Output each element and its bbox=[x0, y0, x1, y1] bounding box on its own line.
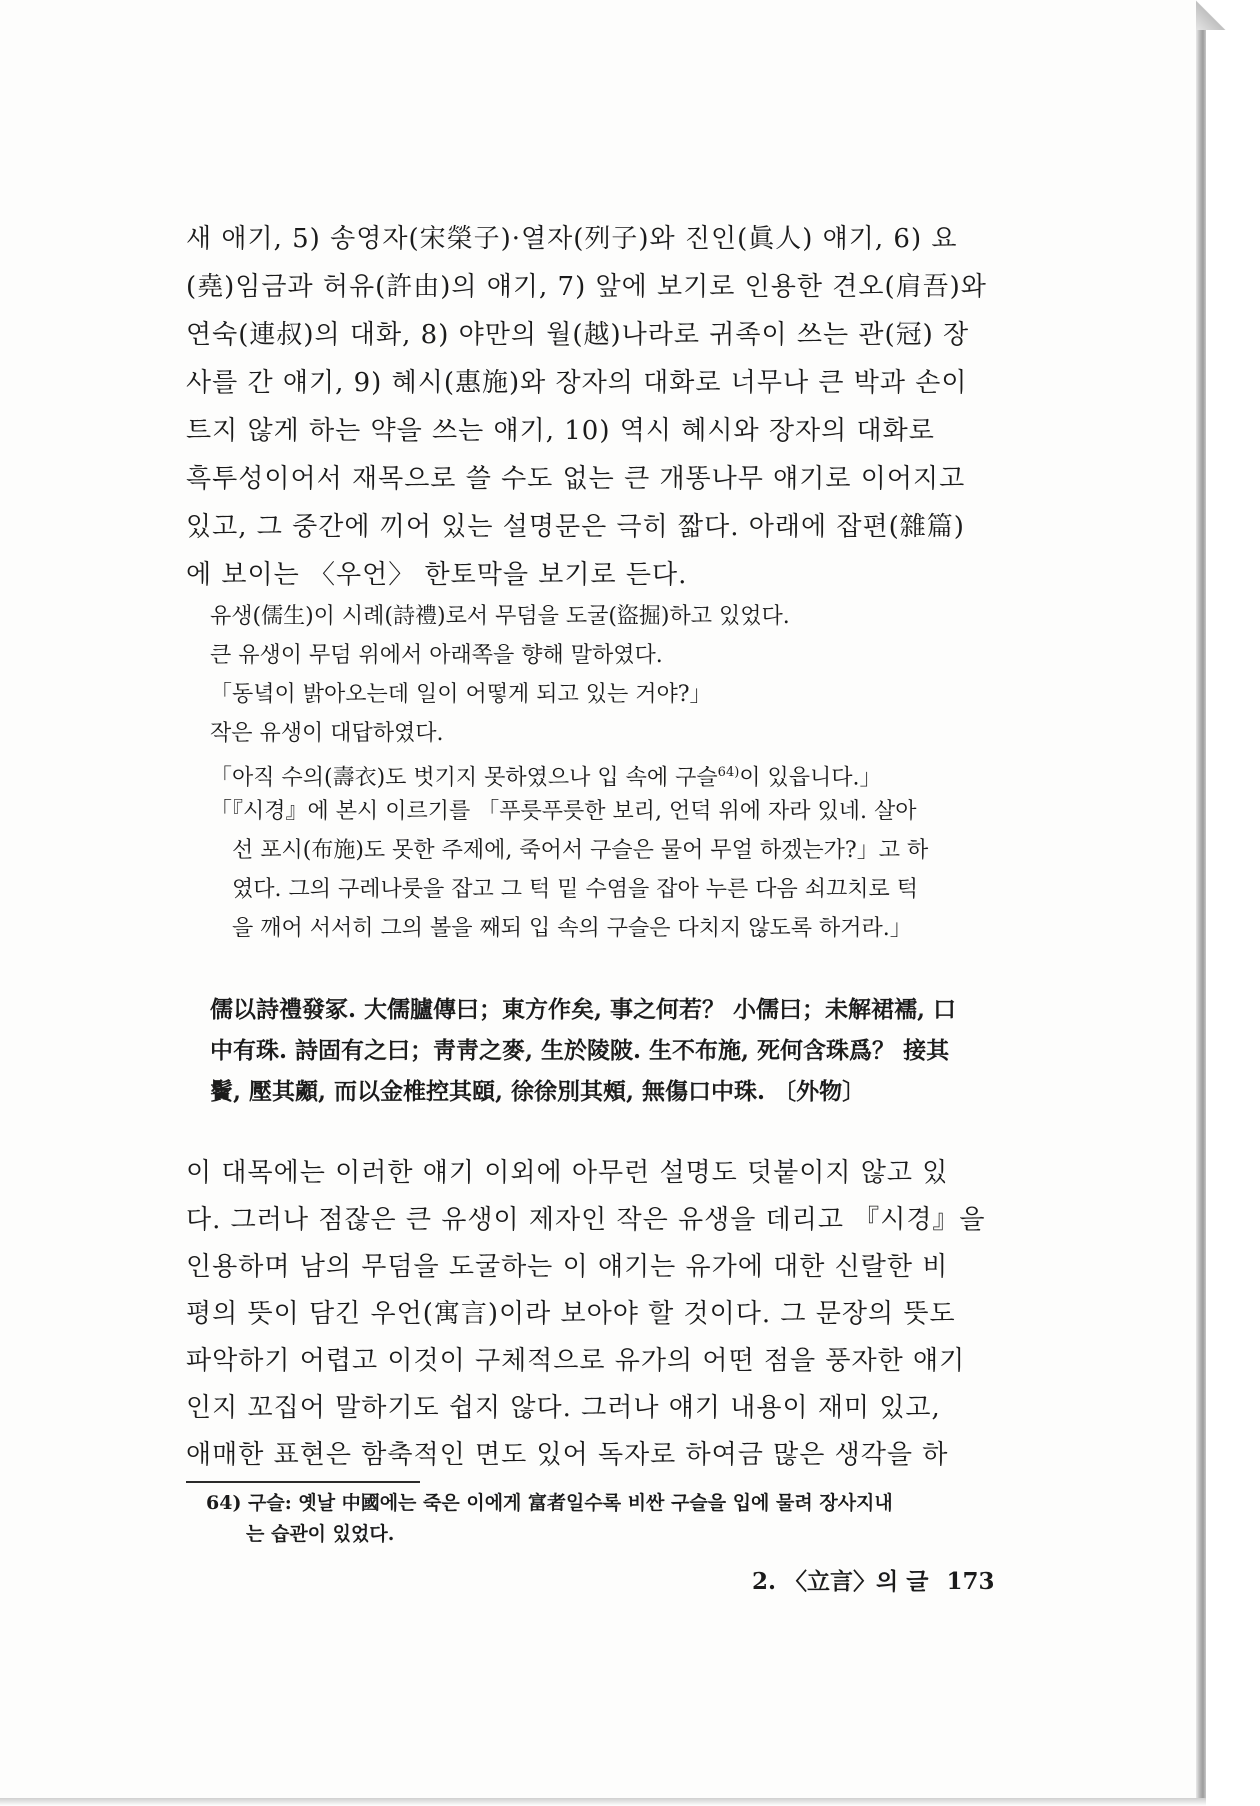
text-line: 인지 꼬집어 말하기도 쉽지 않다. 그러나 얘기 내용이 재미 있고, bbox=[186, 1393, 941, 1423]
hanmun-line: 儒以詩禮發冢. 大儒臚傳曰；東方作矣, 事之何若？ 小儒曰；未解裙襦, 口 bbox=[210, 996, 957, 1023]
footnote-reference: 64) bbox=[717, 765, 740, 780]
page-bottom-shadow bbox=[0, 1798, 1206, 1806]
footnote-separator bbox=[186, 1481, 420, 1483]
text-line: 파악하기 어렵고 이것이 구체적으로 유가의 어떤 점을 풍자한 얘기 bbox=[186, 1346, 966, 1376]
hanmun-line: 鬢, 壓其顪, 而以金椎控其頤, 徐徐別其頰, 無傷口中珠. 〔外物〕 bbox=[210, 1078, 866, 1105]
text-line: 인용하며 남의 무덤을 도굴하는 이 얘기는 유가에 대한 신랄한 비 bbox=[186, 1252, 949, 1282]
quote-line: 「동녘이 밝아오는데 일이 어떻게 되고 있는 거야?」 bbox=[210, 682, 712, 707]
text-line: 사를 간 얘기, 9) 혜시(惠施)와 장자의 대화로 너무나 큰 박과 손이 bbox=[186, 368, 968, 398]
quote-line: 작은 유생이 대답하였다. bbox=[210, 721, 444, 746]
text-line: 이 대목에는 이러한 얘기 이외에 아무런 설명도 덧붙이지 않고 있 bbox=[186, 1158, 949, 1188]
page-edge-shadow bbox=[1196, 0, 1206, 1800]
text-line: 다. 그러나 점잖은 큰 유생이 제자인 작은 유생을 데리고 『시경』을 bbox=[186, 1205, 986, 1235]
quote-line-tail: 이 있읍니다.」 bbox=[739, 765, 882, 791]
quote-line-with-footnote bbox=[210, 753, 1002, 792]
page-number: 173 bbox=[946, 1568, 995, 1595]
quote-line: 을 깨어 서서히 그의 볼을 째되 입 속의 구슬은 다치지 않도록 하거라.」 bbox=[232, 916, 912, 941]
text-line: 에 보이는 〈우언〉 한토막을 보기로 든다. bbox=[186, 560, 688, 590]
text-line: (堯)임금과 허유(許由)의 얘기, 7) 앞에 보기로 인용한 견오(肩吾)와 bbox=[186, 272, 987, 302]
quote-line: 유생(儒生)이 시례(詩禮)로서 무덤을 도굴(盜掘)하고 있었다. bbox=[210, 604, 790, 629]
quote-line: 선 포시(布施)도 못한 주제에, 죽어서 구슬은 물어 무얼 하겠는가?」고 하 bbox=[232, 838, 929, 863]
classical-chinese-quote bbox=[210, 989, 1002, 1112]
text-line: 애매한 표현은 함축적인 면도 있어 독자로 하여금 많은 생각을 하 bbox=[186, 1440, 949, 1470]
text-line: 트지 않게 하는 약을 쓰는 얘기, 10) 역시 혜시와 장자의 대화로 bbox=[186, 416, 935, 446]
footnote-line: 는 습관이 있었다. bbox=[246, 1523, 395, 1545]
quote-line: 「『시경』에 본시 이르기를 「푸릇푸릇한 보리, 언덕 위에 자라 있네. 살아 bbox=[210, 799, 917, 824]
page-corner-fold bbox=[1196, 0, 1226, 30]
footnote-line: 64) 구슬: 옛날 中國에는 죽은 이에게 富者일수록 비싼 구슬을 입에 물려 장사지내 bbox=[206, 1492, 893, 1514]
running-footer bbox=[752, 1565, 1002, 1599]
footnote bbox=[206, 1488, 1006, 1550]
body-paragraph-1 bbox=[186, 215, 1004, 599]
text-line: 새 애기, 5) 송영자(宋榮子)·열자(列子)와 진인(眞人) 얘기, 6) 요 bbox=[186, 224, 958, 254]
quote-line: 였다. 그의 구레나룻을 잡고 그 턱 밑 수염을 잡아 누른 다음 쇠끄치로 턱 bbox=[232, 877, 918, 902]
text-line: 연숙(連叔)의 대화, 8) 야만의 월(越)나라로 귀족이 쓰는 관(冠) 장 bbox=[186, 320, 970, 350]
quote-line-text: 「아직 수의(壽衣)도 벗기지 못하였으나 입 속에 구슬 bbox=[210, 765, 718, 791]
body-paragraph-2 bbox=[186, 1150, 1004, 1479]
quote-line: 큰 유생이 무덤 위에서 아래쪽을 향해 말하였다. bbox=[210, 643, 663, 668]
chapter-title: 2. 〈立言〉의 글 bbox=[752, 1568, 929, 1595]
korean-translation-quote bbox=[210, 597, 1002, 948]
text-line: 흑투성이어서 재목으로 쓸 수도 없는 큰 개똥나무 얘기로 이어지고 bbox=[186, 464, 966, 494]
text-line: 평의 뜻이 담긴 우언(寓言)이라 보아야 할 것이다. 그 문장의 뜻도 bbox=[186, 1299, 956, 1329]
text-line: 있고, 그 중간에 끼어 있는 설명문은 극히 짧다. 아래에 잡편(雜篇) bbox=[186, 512, 965, 542]
hanmun-line: 中有珠. 詩固有之曰；靑靑之麥, 生於陵陂. 生不布施, 死何含珠爲？ 接其 bbox=[210, 1037, 950, 1064]
